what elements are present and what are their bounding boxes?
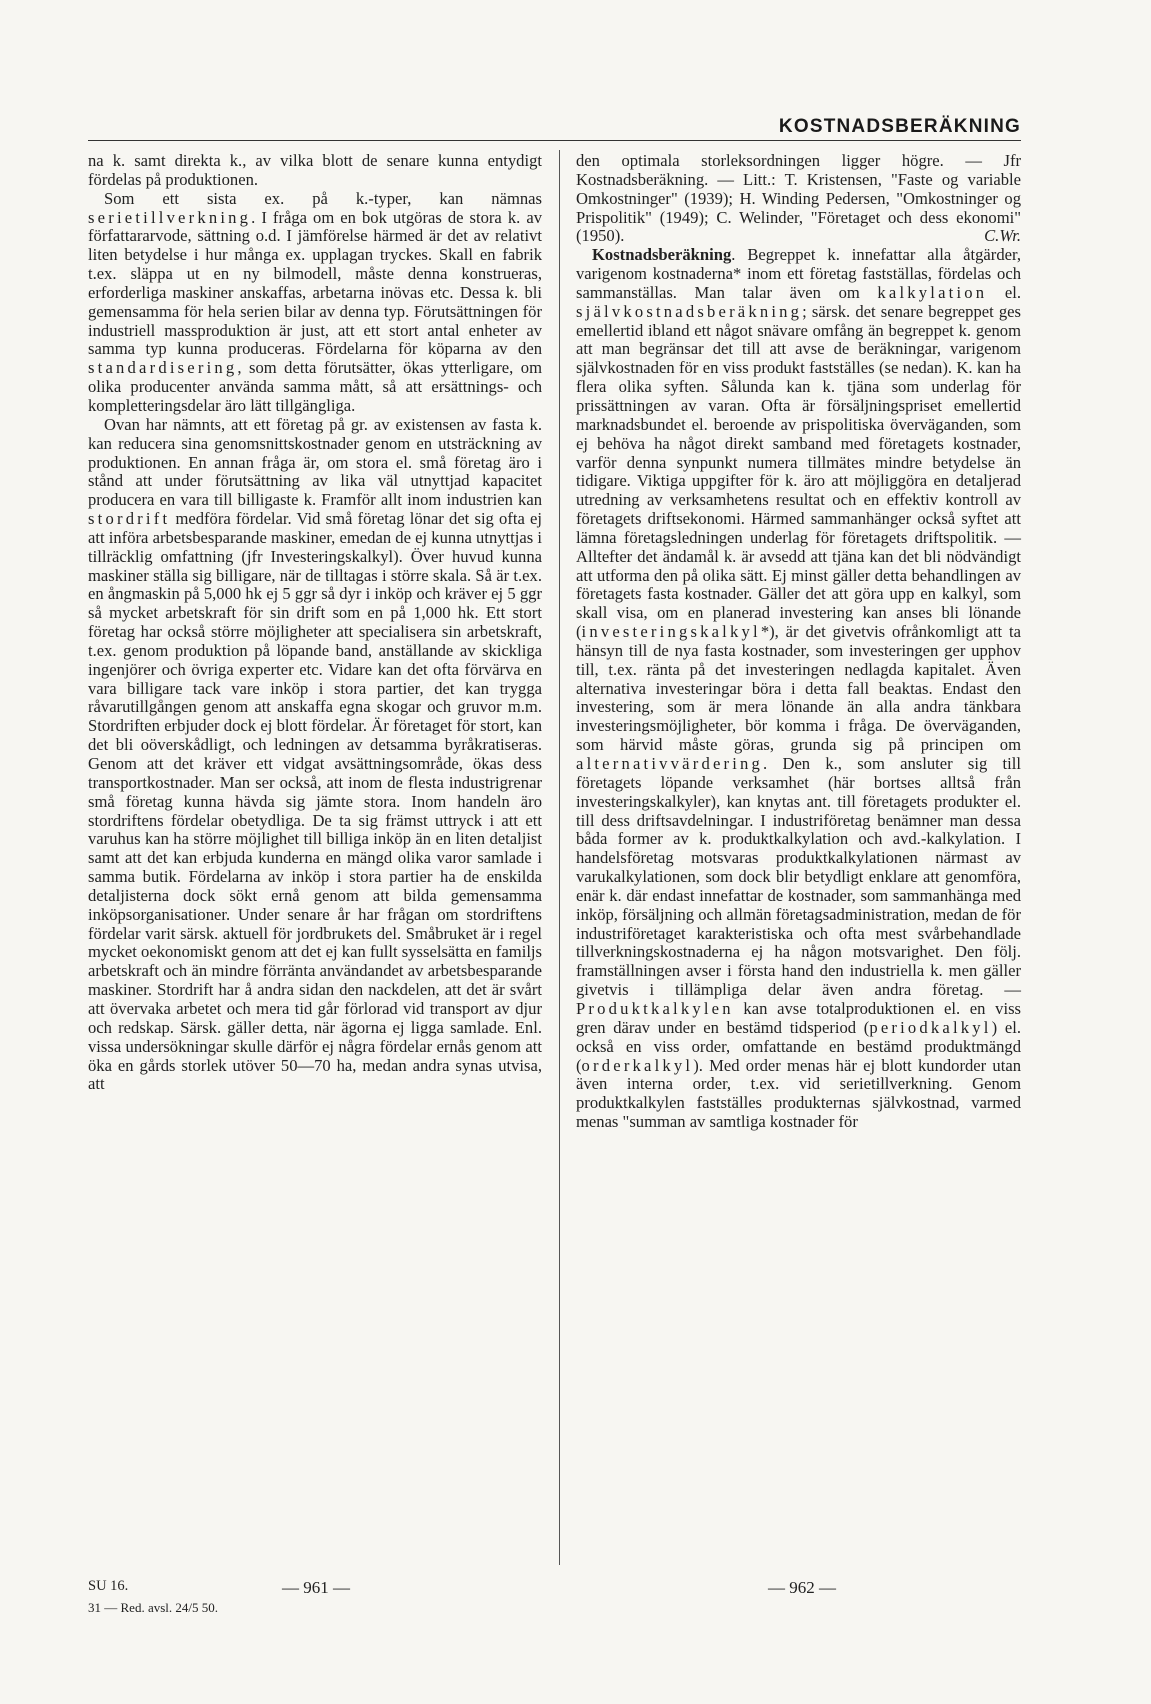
right-p1-text: den optimala storleksordningen ligger högre. — Jfr Kostnadsberäkning. — Litt.: T. Kristensen, "Faste og variable Omkostninger" (1939); H. Winding Pedersen, "Omkostninger og Prispolitik" (1949); C. Welinder, "Företaget och dess ekonomi" (1950). bbox=[576, 151, 1021, 246]
right-paragraph-1 bbox=[576, 152, 1021, 246]
spaced-term-investeringskalkyl: investeringskalkyl bbox=[581, 622, 761, 642]
left-paragraph-1 bbox=[88, 152, 542, 190]
right-p2-text-f: kan avse totalproduktionen el. en viss gren därav under en bestämd tidsperiod ( bbox=[576, 998, 1021, 1037]
header-rule bbox=[88, 140, 1021, 141]
left-p1-text: na k. samt direkta k., av vilka blott de senare kunna entydigt fördelas på produktionen. bbox=[88, 151, 542, 189]
left-p2-text-c: , som detta förutsätter, ökas ytterligare, om olika producenter använda samma mått, så att ersättnings- och kompletteringsdelar äro lätt tillgängliga. bbox=[88, 358, 542, 415]
left-paragraph-2 bbox=[88, 190, 542, 416]
entry-kostnadsberakning bbox=[576, 246, 1021, 1132]
running-header bbox=[0, 110, 1151, 142]
left-p3-text-b: medföra fördelar. Vid små företag lönar det sig ofta ej att införa arbetsbesparande maskiner, emedan de ej kunna utnyttjas i tillräcklig omfattning (jfr Investeringskalkyl). Över huvud kunna maskiner ställa sig billigare, när de tilltagas i större skala. Så är t.ex. en ångmaskin på 5,000 hk ej 5 ggr så dyr i inköp och kräver ej 5 ggr så mycket arbetskraft för sin drift som en på 1,000 hk. Ett stort företag har också större möjligheter att specialisera sin arbetskraft, t.ex. genom produktion på löpande band, anställande av skickliga ingenjörer och övriga experter etc. Vidare kan det ofta förvärva en vara billigare tack vare inköp i stora partier, det kan trygga råvarutillgången genom att anskaffa egna skogar och gruvor m.m. Stordriften erbjuder dock ej blott fördelar. Är företaget för stort, kan det bli oöverskådligt, och ledningen av detsamma byråkratiseras. Genom att det kräver ett vidgat avsättningsområde, ökas dess transportkostnader. Man ser också, att inom de flesta industrigrenar små företag kunna hävda sig jämte stora. Inom handeln äro stordriftens fördelar obetydliga. De ta sig främst uttryck i att ett varuhus kan ha större möjlighet till billiga inköp än en liten detaljist samt att det kan erbjuda kunderna en mängd olika varor samlade i samma butik. Fördelarna av inköp i stora partier ha de enskilda detaljisterna dock sökt ernå genom att bilda gemensamma inköpsorganisationer. Under senare år har frågan om stordriftens fördelar varit särsk. aktuell för jordbrukets del. Småbruket är i regel mycket oekonomiskt genom att det ej kan fullt sysselsätta en familjs arbetskraft och än mindre förränta användandet av arbetsbesparande maskiner. Stordrift har å andra sidan den nackdelen, att det är svårt att övervaka arbetet och mera tid går förlorad vid transport av djur och redskap. Särsk. gäller detta, när ägorna ej ligga samlade. Enl. vissa undersökningar skulle därför ej några fördelar ernås genom att öka en gårds storlek utöver 50—70 ha, medan andra synas utvisa, att bbox=[88, 509, 542, 1094]
spaced-term-produktkalkylen: Produktkalkylen bbox=[576, 998, 734, 1018]
right-column bbox=[576, 152, 1021, 1132]
spaced-term-alternativvardering: alternativvärdering bbox=[576, 754, 764, 773]
author-signature: C.Wr. bbox=[984, 226, 1021, 246]
right-p2-text-e: . Den k., som ansluter sig till företagets löpande verksamhet (här bortses alltså från investeringskalkyler), kan knytas ant. till företagets produkter el. till dess driftsavdelningar. I industriföretag benämner man dessa båda former av k. produktkalkylation och avd.-kalkylation. I handelsföretag motsvaras produktkalkylationen närmast av varukalkylationen, som dock blir betydligt enklare att genomföra, enär k. där endast innefattar de kostnader, som sammanhänga med inköp, försäljning och allmän företagsadministration, medan de för industriföretaget karakteristiska och ofta mest svårbehandlade tillverkningskostnaderna ej ha någon motsvarighet. Den följ. framställningen avser i första hand den industriella k. men gäller givetvis i tillämpliga delar även andra företag. — bbox=[576, 754, 1021, 1000]
spaced-term-standardisering: standardisering bbox=[88, 358, 238, 378]
column-divider bbox=[559, 150, 560, 1565]
right-p2-text-d: *), är det givetvis ofrånkomligt att ta hänsyn till de nya fasta kostnader, som investeringen ger upphov till, t.ex. ränta på det investeringen nedlagda kapitalet. Även alternativa investeringar böra i detta fall beaktas. Endast den investering, som är mera lönande än alla andra tänkbara investeringsmöjligheter, bör komma i fråga. De överväganden, som härvid måste göras, grunda sig på principen om bbox=[576, 622, 1021, 755]
running-head-title: KOSTNADSBERÄKNING bbox=[778, 116, 1021, 137]
right-p2-text-a: . Begreppet k. innefattar alla åtgärder, varigenom kostnaderna* inom ett företag fastställas, fördelas och sammanställas. Man talar även om bbox=[576, 245, 1021, 302]
spaced-term-periodkalkyl: periodkalkyl bbox=[869, 1017, 992, 1037]
right-p2-text-c: ; särsk. det senare begreppet ges emellertid ibland ett något snävare omfång än begreppet k. genom att man begränsar det till att avse de beräkningar, varigenom självkostnaden för en viss produkt fastställes (se nedan). K. kan ha flera olika syften. Sålunda kan k. tjäna som underlag för prissättningen av varan. Ofta är försäljningspriset emellertid marknadsbundet el. beroende av prispolitiska överväganden, som ej behöva ha något direkt samband med företagets kostnader, varför denna synpunkt numera tillmätes mindre betydelse än tidigare. Viktiga uppgifter för k. äro att möjliggöra en detaljerad utredning av verksamhetens resultat och en effektiv kontroll av företagets driftsekonomi. Härmed sammanhänger också syftet att lämna företagsledningen underlag för företagets driftspolitik. — Alltefter det ändamål k. är avsedd att tjäna kan det bli nödvändigt att utforma den på olika sätt. Ej minst gäller detta behandlingen av företagets fasta kostnader. Gäller det att göra upp en kalkyl, som skall visa, om en planerad investering kan anses bli lönande ( bbox=[576, 301, 1021, 642]
page-number-right: — 962 — bbox=[768, 1578, 836, 1597]
right-p2-text-b: el. bbox=[987, 282, 1021, 302]
right-p2-text-g: ) el. också en viss order, omfattande en bestämd produktmängd ( bbox=[576, 1017, 1021, 1075]
spaced-term-sjalvkostnadsberakning: självkostnadsberäkning bbox=[576, 301, 803, 321]
page-number-left: — 961 — bbox=[282, 1578, 350, 1597]
spaced-term-orderkalkyl: orderkalkyl bbox=[581, 1055, 694, 1075]
editorial-note: 31 — Red. avsl. 24/5 50. bbox=[88, 1600, 218, 1615]
spaced-term-serietillverkning: serietillverkning bbox=[88, 207, 252, 227]
signature-mark: SU 16. bbox=[88, 1578, 129, 1594]
left-p3-text-a: Ovan har nämnts, att ett företag på gr. av existensen av fasta k. kan reducera sina genomsnittskostnader genom en utsträckning av produktionen. En annan fråga är, om stora el. små företag äro i stånd att under förutsättning av lika väl utnyttjad kapacitet producera en vara till billigaste k. Framför allt inom industrien kan bbox=[88, 414, 542, 510]
left-p2-text-a: Som ett sista ex. på k.-typer, kan nämnas bbox=[104, 188, 542, 208]
spaced-term-stordrift: stordrift bbox=[88, 509, 171, 529]
left-p2-text-b: . I fråga om en bok utgöras de stora k. av författararvode, sättning o.d. I jämförelse härmed är det av relativt liten betydelse i hur många ex. upplagan tryckes. Skall en fabrik t.ex. släppa ut en ny bilmodell, måste denna konstrueras, erforderliga maskiner anskaffas, arbetarna inövas etc. Dessa k. bli gemensamma för hela serien bilar av denna typ. Förutsättningen för industriell massproduktion är just, att ett stort antal enheter av samma typ kunna produceras. Fördelarna för köparna av den bbox=[88, 207, 542, 359]
left-paragraph-3 bbox=[88, 416, 542, 1094]
spaced-term-kalkylation: kalkylation bbox=[877, 282, 988, 302]
left-column bbox=[88, 152, 542, 1094]
right-p2-text-h: ). Med order menas här ej blott kundorder utan även interna order, t.ex. vid serietillverkning. Genom produktkalkylen fastställes produkternas självkostnad, varmed menas "summan av samtliga kostnader för bbox=[576, 1055, 1021, 1132]
entry-headword: Kostnadsberäkning bbox=[592, 245, 732, 265]
